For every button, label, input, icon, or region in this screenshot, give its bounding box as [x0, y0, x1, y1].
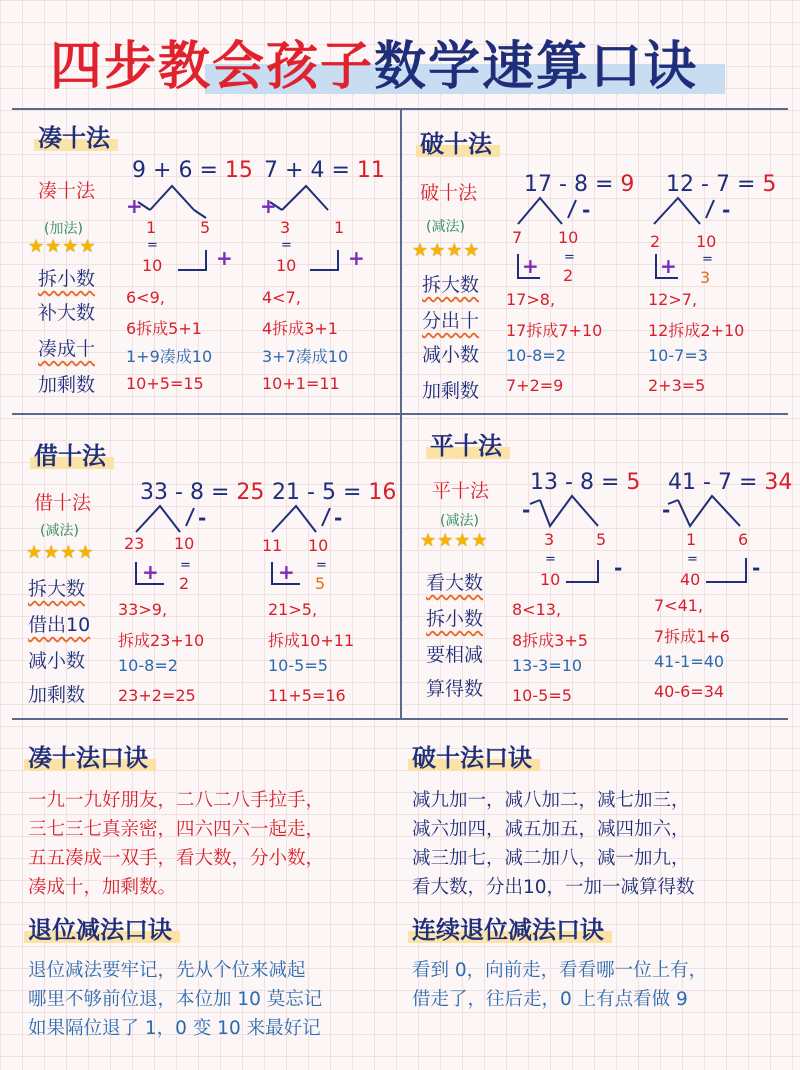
minus-sign: -: [752, 556, 761, 580]
text-span: 平十法: [430, 432, 502, 460]
calc-step: 7拆成1+6: [654, 627, 730, 646]
method-kind: (减法): [40, 523, 79, 539]
text-span: 拆小数: [426, 608, 484, 630]
text-span: 5: [626, 470, 641, 495]
text-span: 凑十法口诀: [28, 744, 148, 772]
text-span: =: [331, 158, 350, 183]
text-span: 8: [573, 172, 588, 197]
text-span: 15: [224, 158, 253, 183]
step-label: 算得数: [426, 678, 484, 700]
step-label: 补大数: [38, 302, 96, 324]
calc-step: 10-5=5: [512, 686, 572, 705]
rhyme-text: [412, 956, 707, 1014]
calc-step: 13-3=10: [512, 656, 583, 675]
text-span: 9: [132, 158, 146, 183]
split-left: 3: [280, 218, 291, 237]
text-span: 分出十: [422, 310, 480, 332]
method-name: 凑十法: [38, 180, 96, 202]
calc-step: 8<13,: [512, 600, 562, 619]
text-span: 7: [717, 470, 732, 495]
calc-step: 拆成10+11: [268, 631, 355, 650]
text-span: 拆小数: [38, 268, 96, 290]
method-kind: (减法): [426, 219, 465, 235]
ten-value: 40: [680, 570, 701, 589]
ten-value: 10: [540, 570, 561, 589]
text-span: 8: [189, 480, 204, 505]
rhyme-text: [28, 956, 322, 1043]
text-span: 看到 0，向前走，看看哪一位上有，: [412, 960, 708, 981]
calc-step: 10-5=5: [268, 656, 328, 675]
text-span: 12: [666, 172, 694, 197]
text-span: =: [600, 470, 620, 495]
step-label: [38, 334, 95, 361]
split-left: 1: [146, 218, 157, 237]
difference-value: 5: [315, 574, 326, 593]
rating-stars: ★★★★: [26, 542, 95, 563]
rhyme-title: [412, 910, 604, 945]
plus-sign: +: [660, 254, 677, 278]
step-label: [28, 610, 90, 637]
section-title: [34, 436, 106, 471]
split-right: 10: [174, 534, 195, 553]
calc-step: 8拆成3+5: [512, 631, 588, 650]
text-span: 9: [620, 172, 635, 197]
text-span: 破十法: [420, 130, 492, 158]
split-left: 1: [686, 530, 697, 549]
minus-sign: -: [582, 198, 591, 222]
split-left: 23: [124, 534, 145, 553]
plus-sign: +: [348, 246, 365, 270]
equal-sign: =: [316, 558, 327, 573]
plus-sign: +: [126, 194, 143, 218]
minus-sign: -: [722, 198, 731, 222]
rhyme-title: [28, 738, 148, 773]
calc-step: 4拆成3+1: [262, 319, 338, 338]
text-span: 5: [321, 480, 336, 505]
step-label: [422, 270, 479, 297]
text-span: 三七三七真亲密，四六四六一起走，: [28, 819, 325, 840]
calc-step: 7+2=9: [506, 376, 564, 395]
split-right: 10: [308, 536, 329, 555]
text-span: 借十法: [34, 442, 106, 470]
step-label: 加剩数: [38, 374, 96, 396]
equal-sign: =: [702, 252, 713, 267]
calc-step: 10-8=2: [118, 656, 178, 675]
section-title: [430, 426, 502, 461]
text-span: =: [210, 480, 230, 505]
calc-step: 10-8=2: [506, 346, 566, 365]
split-right: 1: [334, 218, 345, 237]
calc-step: 17拆成7+10: [506, 321, 603, 340]
text-span: 6: [178, 158, 193, 183]
text-span: +: [153, 158, 172, 183]
text-span: 凑成十: [38, 338, 96, 360]
text-span: -: [307, 480, 315, 505]
ten-value: 10: [276, 256, 297, 275]
calc-step: 40-6=34: [654, 682, 725, 701]
text-span: 33: [140, 480, 168, 505]
calc-step: 拆成23+10: [118, 631, 205, 650]
text-span: =: [736, 172, 756, 197]
step-label: 减小数: [422, 344, 480, 366]
plus-sign: +: [278, 560, 295, 584]
step-label: [422, 306, 479, 333]
rhyme-title: [28, 910, 172, 945]
split-left: 7: [512, 228, 523, 247]
step-label: [426, 604, 483, 631]
text-span: 破十法口诀: [412, 744, 532, 772]
split-right: 6: [738, 530, 749, 549]
section-title: [38, 118, 110, 153]
text-span: 减九加一，减八加二，减七加三，: [412, 790, 690, 811]
divider: [400, 108, 402, 720]
rating-stars: ★★★★: [28, 236, 97, 257]
text-span: -: [703, 470, 711, 495]
plus-sign: +: [522, 254, 539, 278]
text-span: -: [559, 172, 567, 197]
step-label: 加剩数: [28, 684, 86, 706]
calc-step: 10+5=15: [126, 374, 204, 393]
ten-value: 10: [142, 256, 163, 275]
text-span: 8: [579, 470, 594, 495]
text-span: 7: [264, 158, 278, 183]
plus-sign: +: [260, 194, 277, 218]
text-span: 借出10: [28, 614, 91, 636]
calc-step: 17>8,: [506, 290, 556, 309]
difference-value: 2: [179, 574, 190, 593]
calc-step: 11+5=16: [268, 686, 346, 705]
calc-step: 41-1=40: [654, 652, 725, 671]
text-span: +: [285, 158, 304, 183]
step-label: [426, 568, 483, 595]
split-left: 2: [650, 232, 661, 251]
calc-step: 12拆成2+10: [648, 321, 745, 340]
calc-step: 6拆成5+1: [126, 319, 202, 338]
text-span: 34: [764, 470, 793, 495]
equal-sign: =: [147, 238, 158, 253]
text-span: 21: [272, 480, 300, 505]
method-name: 平十法: [432, 480, 490, 502]
calc-step: 4<7,: [262, 288, 301, 307]
plus-sign: +: [142, 560, 159, 584]
rating-stars: ★★★★: [412, 240, 481, 261]
text-span: 退位减法口诀: [28, 916, 172, 944]
text-span: =: [738, 470, 758, 495]
calc-step: 10+1=11: [262, 374, 340, 393]
text-span: =: [342, 480, 362, 505]
text-span: 减三加七，减二加八，减一加九，: [412, 848, 690, 869]
text-span: 11: [356, 158, 385, 183]
rhyme-title: [412, 738, 532, 773]
calc-step: 6<9,: [126, 288, 165, 307]
method-name: 借十法: [34, 492, 92, 514]
rating-stars: ★★★★: [420, 530, 489, 551]
text-span: 25: [236, 480, 265, 505]
minus-sign: -: [662, 498, 671, 522]
text-span: 减六加四，减五加五，减四加六，: [412, 819, 690, 840]
text-span: 哪里不够前位退，本位加 10 莫忘记: [28, 989, 323, 1010]
text-span: 凑成十，加剩数。: [28, 877, 177, 898]
text-span: 41: [668, 470, 696, 495]
text-span: 连续退位减法口诀: [412, 916, 604, 944]
text-span: 四步教会孩子: [50, 37, 375, 97]
rhyme-text: [28, 786, 324, 902]
text-span: =: [199, 158, 218, 183]
text-span: 一九一九好朋友，二八二八手拉手，: [28, 790, 325, 811]
text-span: 拆大数: [422, 274, 480, 296]
equal-sign: =: [564, 250, 575, 265]
rhyme-text: [412, 786, 695, 902]
split-left: 11: [262, 536, 283, 555]
text-span: 数学速算口诀: [374, 37, 699, 97]
equal-sign: =: [687, 552, 698, 567]
step-label: 要相减: [426, 644, 484, 666]
calc-step: 7<41,: [654, 596, 704, 615]
text-span: 看大数: [426, 572, 484, 594]
plus-sign: +: [216, 246, 233, 270]
text-span: 17: [524, 172, 552, 197]
method-kind: (加法): [44, 221, 83, 237]
calc-step: 33>9,: [118, 600, 168, 619]
minus-sign: -: [614, 556, 623, 580]
text-span: -: [175, 480, 183, 505]
text-span: 4: [310, 158, 325, 183]
text-span: -: [565, 470, 573, 495]
calc-step: 10-7=3: [648, 346, 708, 365]
step-label: [28, 574, 85, 601]
method-kind: (减法): [440, 513, 479, 529]
minus-sign: -: [198, 506, 207, 530]
text-span: =: [594, 172, 614, 197]
minus-sign: -: [334, 506, 343, 530]
calc-step: 2+3=5: [648, 376, 706, 395]
text-span: 五五凑成一双手，看大数，分小数，: [28, 848, 325, 869]
equal-sign: =: [281, 238, 292, 253]
text-span: 拆大数: [28, 578, 86, 600]
page-title: [50, 24, 770, 99]
section-title: [420, 124, 492, 159]
text-span: -: [701, 172, 709, 197]
calc-step: 12>7,: [648, 290, 698, 309]
text-span: 5: [762, 172, 777, 197]
text-span: 16: [368, 480, 397, 505]
text-span: 借走了，往后走，0 上有点看做 9: [412, 989, 688, 1010]
step-label: 加剩数: [422, 380, 480, 402]
split-left: 3: [544, 530, 555, 549]
calc-step: 3+7凑成10: [262, 347, 349, 366]
split-right: 10: [696, 232, 717, 251]
calc-step: 23+2=25: [118, 686, 196, 705]
text-span: 退位减法要牢记，先从个位来减起: [28, 960, 306, 981]
split-right: 5: [596, 530, 607, 549]
difference-value: 3: [700, 268, 711, 287]
equal-sign: =: [180, 558, 191, 573]
text-span: 如果隔位退了 1，0 变 10 来最好记: [28, 1018, 321, 1039]
split-right: 10: [558, 228, 579, 247]
minus-sign: -: [522, 498, 531, 522]
text-span: 13: [530, 470, 558, 495]
text-span: 7: [715, 172, 730, 197]
calc-step: 21>5,: [268, 600, 318, 619]
equal-sign: =: [545, 552, 556, 567]
calc-step: 1+9凑成10: [126, 347, 213, 366]
split-right: 5: [200, 218, 211, 237]
difference-value: 2: [563, 266, 574, 285]
method-name: 破十法: [420, 182, 478, 204]
step-label: [38, 264, 95, 291]
step-label: 减小数: [28, 650, 86, 672]
text-span: 凑十法: [38, 124, 110, 152]
text-span: 看大数，分出10，一加一减算得数: [412, 877, 695, 898]
